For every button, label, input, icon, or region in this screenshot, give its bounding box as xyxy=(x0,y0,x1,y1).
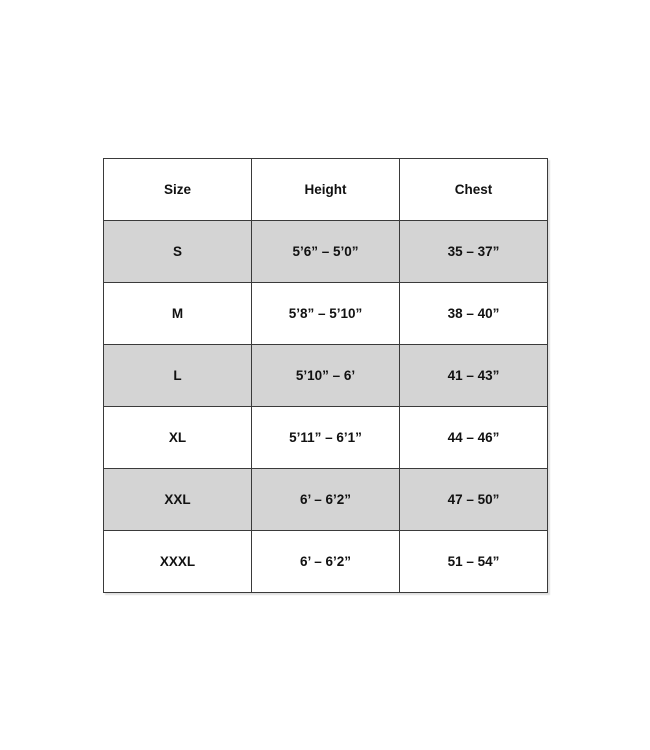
cell-chest: 38 – 40” xyxy=(400,283,548,345)
cell-size: XXXL xyxy=(104,531,252,593)
table-row xyxy=(104,345,548,407)
header-size: Size xyxy=(104,159,252,221)
cell-height: 5’8” – 5’10” xyxy=(252,283,400,345)
table-row xyxy=(104,283,548,345)
cell-chest: 44 – 46” xyxy=(400,407,548,469)
header-height: Height xyxy=(252,159,400,221)
cell-size: M xyxy=(104,283,252,345)
table-row xyxy=(104,531,548,593)
header-chest: Chest xyxy=(400,159,548,221)
table-row xyxy=(104,469,548,531)
cell-height: 6’ – 6’2” xyxy=(252,531,400,593)
cell-height: 6’ – 6’2” xyxy=(252,469,400,531)
cell-chest: 47 – 50” xyxy=(400,469,548,531)
cell-size: XXL xyxy=(104,469,252,531)
cell-height: 5’10” – 6’ xyxy=(252,345,400,407)
size-chart-table xyxy=(103,158,548,593)
table-row xyxy=(104,407,548,469)
cell-height: 5’11” – 6’1” xyxy=(252,407,400,469)
cell-chest: 35 – 37” xyxy=(400,221,548,283)
cell-size: S xyxy=(104,221,252,283)
cell-chest: 51 – 54” xyxy=(400,531,548,593)
table-header-row xyxy=(104,159,548,221)
cell-chest: 41 – 43” xyxy=(400,345,548,407)
table-row xyxy=(104,221,548,283)
cell-height: 5’6” – 5’0” xyxy=(252,221,400,283)
cell-size: XL xyxy=(104,407,252,469)
cell-size: L xyxy=(104,345,252,407)
